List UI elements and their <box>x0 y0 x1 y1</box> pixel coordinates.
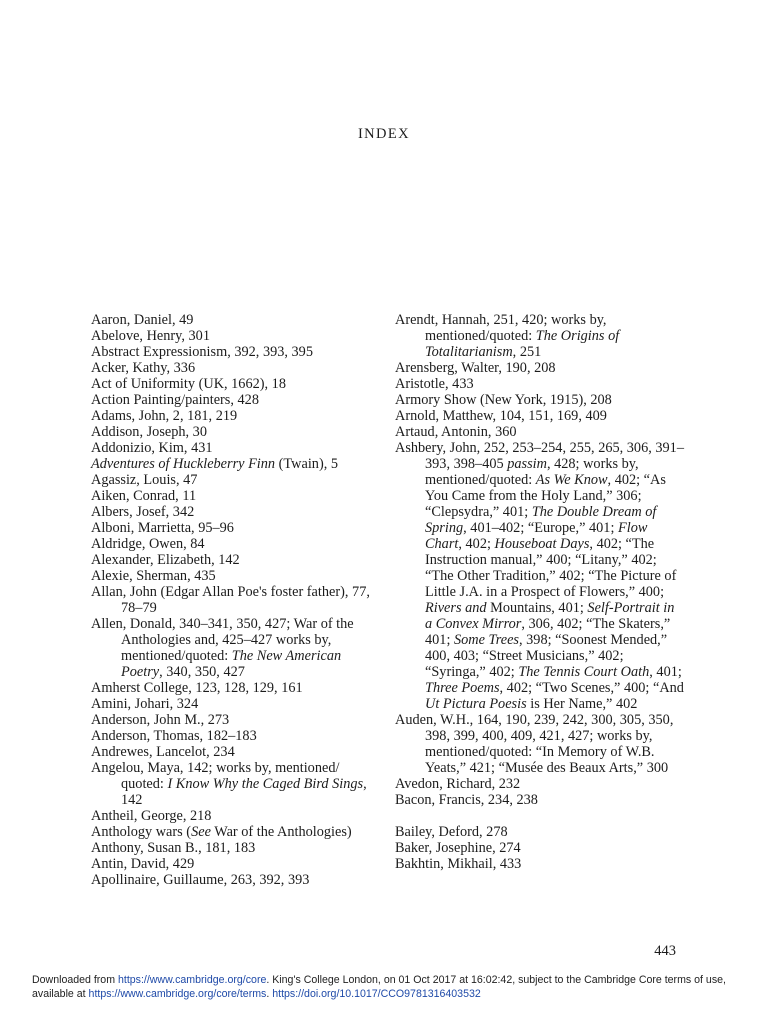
index-entry: Albers, Josef, 342 <box>91 504 195 520</box>
index-entry: Arnold, Matthew, 104, 151, 169, 409 <box>395 408 607 424</box>
index-entry: Addonizio, Kim, 431 <box>91 440 213 456</box>
index-entry: Alboni, Marrietta, 95–96 <box>91 520 234 536</box>
page-number: 443 <box>654 943 676 959</box>
index-entry: Agassiz, Louis, 47 <box>91 472 198 488</box>
index-entry: Antin, David, 429 <box>91 856 195 872</box>
index-entry: Baker, Josephine, 274 <box>395 840 521 856</box>
index-entry: Alexander, Elizabeth, 142 <box>91 552 240 568</box>
download-footer <box>32 973 752 1001</box>
index-entry: Anthology wars (See War of the Anthologies) <box>91 824 352 840</box>
index-entry: Avedon, Richard, 232 <box>395 776 521 792</box>
index-entry: Allan, John (Edgar Allan Poe's foster father), 77, 78–79 <box>91 584 370 616</box>
index-entry: Addison, Joseph, 30 <box>91 424 207 440</box>
page-heading: INDEX <box>357 126 411 142</box>
index-entry: Bakhtin, Mikhail, 433 <box>395 856 522 872</box>
index-entry: Apollinaire, Guillaume, 263, 392, 393 <box>91 872 310 888</box>
index-entry: Andrewes, Lancelot, 234 <box>91 744 235 760</box>
index-entry: Angelou, Maya, 142; works by, mentioned/ quoted: I Know Why the Caged Bird Sings, 142 <box>91 760 367 808</box>
index-column-right <box>395 312 685 872</box>
footer-middle: . King's College London, on 01 Oct 2017 at 16:02:42, subject to the Cambridge Core terms of use, available at <box>32 974 726 1000</box>
footer-link-terms[interactable]: https://www.cambridge.org/core/terms <box>88 988 267 1000</box>
index-entry: Amini, Johari, 324 <box>91 696 199 712</box>
index-column-left <box>91 312 381 888</box>
index-entry: Arendt, Hannah, 251, 420; works by, mentioned/quoted: The Origins of Totalitarianism, 251 <box>395 312 620 360</box>
index-entry: Aristotle, 433 <box>395 376 474 392</box>
index-entry: Artaud, Antonin, 360 <box>395 424 517 440</box>
index-entry: Allen, Donald, 340–341, 350, 427; War of the Anthologies and, 425–427 works by, mentioned/quoted: The New American Poetry, 340, 350, 427 <box>91 616 354 680</box>
footer-prefix: Downloaded from <box>32 974 118 986</box>
index-entry: Anderson, Thomas, 182–183 <box>91 728 257 744</box>
footer-link-core[interactable]: https://www.cambridge.org/core <box>117 974 267 986</box>
index-entry: Act of Uniformity (UK, 1662), 18 <box>91 376 286 392</box>
index-entry: Ashbery, John, 252, 253–254, 255, 265, 306, 391–393, 398–405 passim, 428; works by, mentioned/quoted: As We Know, 402; “As You Came from the Holy Land,” 306; “Clepsydra,” 401; The Double Dream of Spring, 401–402; “Europe,” 401; Flow Chart, 402; Houseboat Days, 402; “The Instruction manual,” 400; “Litany,” 402; “The Other Tradition,” 402; “The Picture of Little J.A. in a Prospect of Flowers,” 400; Rivers and Mountains, 401; Self-Portrait in a Convex Mirror, 306, 402; “The Skaters,” 401; Some Trees, 398; “Soonest Mended,” 400, 403; “Street Musicians,” 402; “Syringa,” 402; The Tennis Court Oath, 401; Three Poems, 402; “Two Scenes,” 400; “And Ut Pictura Poesis is Her Name,” 402 <box>395 440 684 712</box>
index-entry: Aldridge, Owen, 84 <box>91 536 205 552</box>
index-entry: Abstract Expressionism, 392, 393, 395 <box>91 344 313 360</box>
index-entry: Armory Show (New York, 1915), 208 <box>395 392 612 408</box>
index-entry: Arensberg, Walter, 190, 208 <box>395 360 556 376</box>
index-entry: Bacon, Francis, 234, 238 <box>395 792 538 808</box>
footer-separator: . <box>266 988 273 1000</box>
index-entry: Alexie, Sherman, 435 <box>91 568 216 584</box>
index-entry: Auden, W.H., 164, 190, 239, 242, 300, 305, 350, 398, 399, 400, 409, 421, 427; works by, mentioned/quoted: “In Memory of W.B. Yeats,” 421; “Musée des Beaux Arts,” 300 <box>395 712 674 776</box>
footer-link-doi[interactable]: https://doi.org/10.1017/CCO9781316403532 <box>272 988 481 1000</box>
index-entry: Abelove, Henry, 301 <box>91 328 210 344</box>
index-entry: Adventures of Huckleberry Finn (Twain), 5 <box>91 456 339 472</box>
index-entry: Anderson, John M., 273 <box>91 712 230 728</box>
index-entry: Bailey, Deford, 278 <box>395 824 508 840</box>
index-entry: Aaron, Daniel, 49 <box>91 312 194 328</box>
index-entry: Amherst College, 123, 128, 129, 161 <box>91 680 303 696</box>
index-entry: Anthony, Susan B., 181, 183 <box>91 840 256 856</box>
index-entry: Antheil, George, 218 <box>91 808 212 824</box>
index-entry: Acker, Kathy, 336 <box>91 360 196 376</box>
index-entry: Action Painting/painters, 428 <box>91 392 259 408</box>
index-entry: Adams, John, 2, 181, 219 <box>91 408 238 424</box>
index-entry: Aiken, Conrad, 11 <box>91 488 197 504</box>
